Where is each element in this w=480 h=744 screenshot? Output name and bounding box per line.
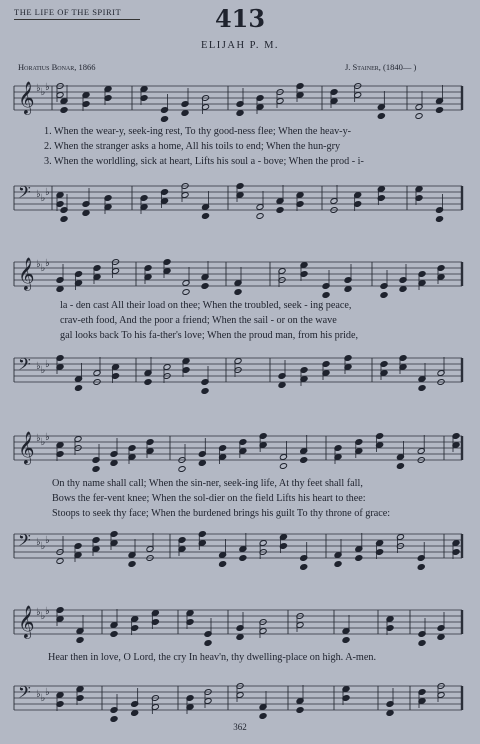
flat-icon: ♭: [40, 87, 46, 98]
flat-icon: ♭: [40, 541, 46, 552]
note-head-icon: [344, 286, 352, 293]
note-head-icon: [128, 561, 136, 568]
note-head-icon: [334, 561, 342, 568]
lyric-verse-1-line-3: On thy name shall call; When the sin-ner, seek-ing life, At thy feet shall fall,: [52, 478, 363, 489]
treble-clef-icon: 𝄞: [18, 431, 35, 464]
note-head-icon: [60, 107, 68, 114]
flat-icon: ♭: [36, 433, 41, 444]
note-head-icon: [181, 110, 189, 117]
note-head-icon: [418, 385, 426, 392]
note-head-icon: [418, 640, 426, 647]
flat-icon: ♭: [40, 263, 46, 274]
note-head-icon: [296, 707, 304, 714]
flat-icon: ♭: [45, 432, 50, 443]
note-head-icon: [60, 216, 68, 223]
lyric-verse-3-line-1: 3. When the worldling, sick at heart, Lifts his soul a - bove; When the prod - i-: [44, 156, 364, 167]
note-head-icon: [204, 640, 212, 647]
note-head-icon: [415, 113, 423, 120]
note-head-icon: [377, 113, 385, 120]
note-head-icon: [144, 379, 152, 386]
note-head-icon: [131, 710, 139, 717]
flat-icon: ♭: [45, 359, 50, 370]
composer-credit: J. Stainer, (1840— ): [345, 62, 417, 72]
note-head-icon: [380, 292, 388, 299]
treble-staff-2: [0, 250, 480, 302]
lyric-verse-2-line-1: 2. When the stranger asks a home, All his toils to end; When the hun-gry: [44, 141, 341, 152]
note-head-icon: [201, 388, 209, 395]
flat-icon: ♭: [40, 193, 46, 204]
flat-icon: ♭: [45, 687, 50, 698]
flat-icon: ♭: [45, 535, 50, 546]
note-head-icon: [435, 107, 443, 114]
note-head-icon: [417, 564, 425, 571]
treble-staff-4: [0, 598, 480, 650]
note-head-icon: [278, 382, 286, 389]
treble-staff-3: [0, 424, 480, 476]
note-head-icon: [396, 463, 404, 470]
note-head-icon: [259, 713, 267, 720]
bass-clef-icon: 𝄢: [18, 182, 31, 206]
note-head-icon: [182, 289, 190, 296]
flat-icon: ♭: [36, 83, 41, 94]
note-head-icon: [76, 637, 84, 644]
note-head-icon: [219, 561, 227, 568]
treble-clef-icon: 𝄞: [18, 605, 35, 638]
bass-clef-icon: 𝄢: [18, 354, 31, 378]
bass-clef-icon: 𝄢: [18, 682, 31, 706]
hymn-number: 413: [214, 4, 266, 33]
tune-name: ELIJAH P. M.: [200, 40, 280, 51]
note-head-icon: [110, 631, 118, 638]
lyric-verse-1-line-1: 1. When the wear-y, seek-ing rest, To thy good-ness flee; When the heav-y-: [44, 126, 352, 137]
flat-icon: ♭: [40, 693, 46, 704]
flat-icon: ♭: [40, 365, 46, 376]
treble-clef-icon: 𝄞: [18, 81, 35, 114]
bass-clef-icon: 𝄢: [18, 530, 31, 554]
bass-staff-2: [0, 346, 480, 398]
note-head-icon: [355, 555, 363, 562]
note-head-icon: [435, 216, 443, 223]
bass-staff-3: [0, 522, 480, 574]
note-head-icon: [342, 637, 350, 644]
flat-icon: ♭: [45, 258, 50, 269]
note-head-icon: [236, 634, 244, 641]
note-head-icon: [201, 213, 209, 220]
note-head-icon: [198, 460, 206, 467]
lyric-verse-1-line-4: Hear then in love, O Lord, the cry In heav'n, thy dwelling-place on high. A-men.: [48, 652, 377, 663]
note-head-icon: [56, 558, 64, 565]
page-number: 362: [233, 722, 247, 732]
flat-icon: ♭: [36, 607, 41, 618]
flat-icon: ♭: [36, 361, 41, 372]
treble-clef-icon: 𝄞: [18, 257, 35, 290]
lyric-verse-1-line-2: la - den cast All their load on thee; When the troubled, seek - ing peace,: [60, 300, 352, 311]
running-head: THE LIFE OF THE SPIRIT: [14, 7, 122, 17]
note-head-icon: [399, 286, 407, 293]
flat-icon: ♭: [40, 437, 46, 448]
flat-icon: ♭: [36, 537, 41, 548]
note-head-icon: [56, 286, 64, 293]
note-head-icon: [110, 460, 118, 467]
bass-staff-1: [0, 174, 480, 226]
flat-icon: ♭: [36, 259, 41, 270]
note-head-icon: [74, 385, 82, 392]
lyric-verse-2-line-3: Bows the fer-vent knee; When the sol-dier on the field Lifts his heart to thee:: [52, 493, 366, 504]
flat-icon: ♭: [45, 606, 50, 617]
flat-icon: ♭: [45, 187, 50, 198]
treble-staff-1: [0, 74, 480, 126]
note-head-icon: [256, 213, 264, 220]
author-credit: Horatius Bonar, 1866: [18, 62, 96, 72]
note-head-icon: [92, 466, 100, 473]
note-head-icon: [437, 634, 445, 641]
note-head-icon: [276, 207, 284, 214]
flat-icon: ♭: [45, 82, 50, 93]
note-head-icon: [279, 463, 287, 470]
note-head-icon: [239, 555, 247, 562]
bass-staff-4: [0, 674, 480, 726]
note-head-icon: [236, 110, 244, 117]
lyric-verse-2-line-2: crav-eth food, And the poor a friend; When the sail - or on the wave: [60, 315, 337, 326]
note-head-icon: [386, 710, 394, 717]
note-head-icon: [300, 457, 308, 464]
flat-icon: ♭: [36, 189, 41, 200]
note-head-icon: [178, 466, 186, 473]
lyric-verse-3-line-2: gal looks back To his fa-ther's love; When the proud man, from his pride,: [60, 330, 359, 341]
note-head-icon: [300, 564, 308, 571]
note-head-icon: [82, 210, 90, 217]
note-head-icon: [201, 283, 209, 290]
flat-icon: ♭: [40, 611, 46, 622]
note-head-icon: [234, 289, 242, 296]
flat-icon: ♭: [36, 689, 41, 700]
lyric-verse-3-line-3: Stoops to seek thy face; When the burdened brings his guilt To thy throne of grace:: [52, 508, 391, 519]
note-head-icon: [160, 116, 168, 123]
